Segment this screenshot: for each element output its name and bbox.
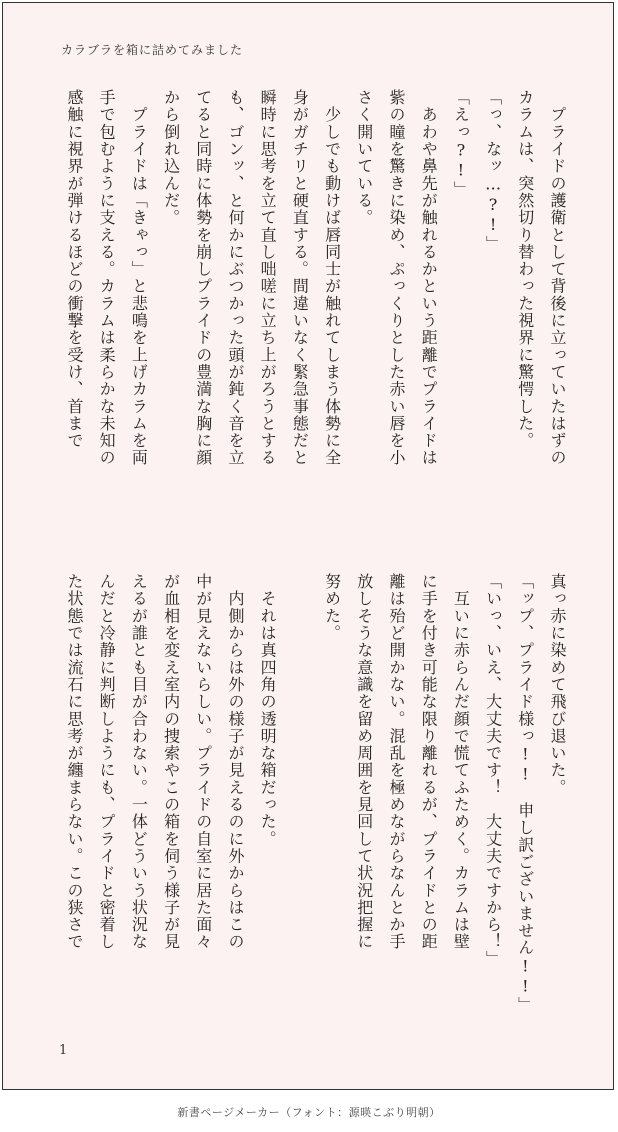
text-line: から倒れ込んだ。: [161, 89, 181, 227]
text-line: 「えっ?!」: [451, 89, 471, 198]
text-line-blank: [283, 573, 315, 1013]
text-line: えるが誰とも目が合わない。一体どういう状況な: [129, 573, 149, 951]
text-line: プライドの護衛として背後に立っていたはずの: [548, 89, 567, 467]
text-line: あわや鼻先が触れるかという距離でプライドは: [419, 89, 439, 467]
text-line: が血相を変え室内の捜索やこの箱を伺う様子が見: [161, 573, 181, 951]
book-page: [2, 2, 614, 1090]
text-line: 真っ赤に染めて飛び退いた。: [548, 573, 567, 796]
text-line: に手を付き可能な限り離れるが、プライドとの距: [419, 573, 439, 951]
text-line: 「ップ、プライド様っ!! 申し訳ございません!!」: [515, 573, 535, 1014]
text-line: 放しそうな意識を留め周囲を見回して状況把握に: [354, 573, 374, 951]
text-line: 少しでも動けば唇同士が触れてしまう体勢に全: [322, 89, 342, 467]
text-line: 「っ、なッ…?!」: [483, 89, 503, 253]
footer-credit: 新書ページメーカー（フォント：源暎こぶり明朝）: [177, 1106, 441, 1119]
text-line: た状態では流石に思考が纏まらない。この狭さで: [64, 573, 84, 951]
text-line: 「いっ、いえ、大丈夫です！ 大丈夫ですから！」: [483, 573, 503, 968]
text-line: も、ゴンッ、と何かにぶつかった頭が鈍く音を立: [225, 89, 245, 467]
text-line: 中が見えないらしい。プライドの自室に居た面々: [193, 573, 213, 951]
text-line: 感触に視界が弾けるほどの衝撃を受け、首まで: [64, 89, 84, 450]
text-line: んだと冷静に判断しようにも、プライドと密着し: [97, 573, 117, 951]
text-line: てると同時に体勢を崩しプライドの豊満な胸に顔: [193, 89, 213, 467]
text-line: 身がガチリと硬直する。間違いなく緊急事態だと: [290, 89, 310, 467]
text-line: 瞬時に思考を立て直し咄嗟に立ち上がろうとする: [258, 89, 278, 467]
text-line: 手で包むように支える。カラムは柔らかな未知の: [97, 89, 117, 467]
text-line: さく開いている。: [354, 89, 374, 227]
running-title: カラブラを箱に詰めてみました: [61, 43, 244, 57]
text-line: プライドは「きゃっ」と悲鳴を上げカラムを両: [129, 89, 149, 467]
text-line: それは真四角の透明な箱だった。: [258, 573, 278, 848]
text-line: 互いに赤らんだ顔で慌てふためく。カラムは壁: [451, 573, 471, 951]
text-block-upper: [64, 89, 573, 529]
text-block-lower: [64, 573, 573, 1014]
text-line: 内側からは外の様子が見えるのに外からはこの: [225, 573, 245, 951]
text-line: 紫の瞳を驚きに染め、ぷっくりとした赤い唇を小: [386, 89, 406, 467]
text-line: カラムは、突然切り替わった視界に驚愕した。: [515, 89, 535, 450]
page-number: 1: [59, 1043, 68, 1058]
text-line: 努めた。: [322, 573, 342, 642]
text-line: 離は殆ど開かない。混乱を極めながらなんとか手: [386, 573, 406, 951]
